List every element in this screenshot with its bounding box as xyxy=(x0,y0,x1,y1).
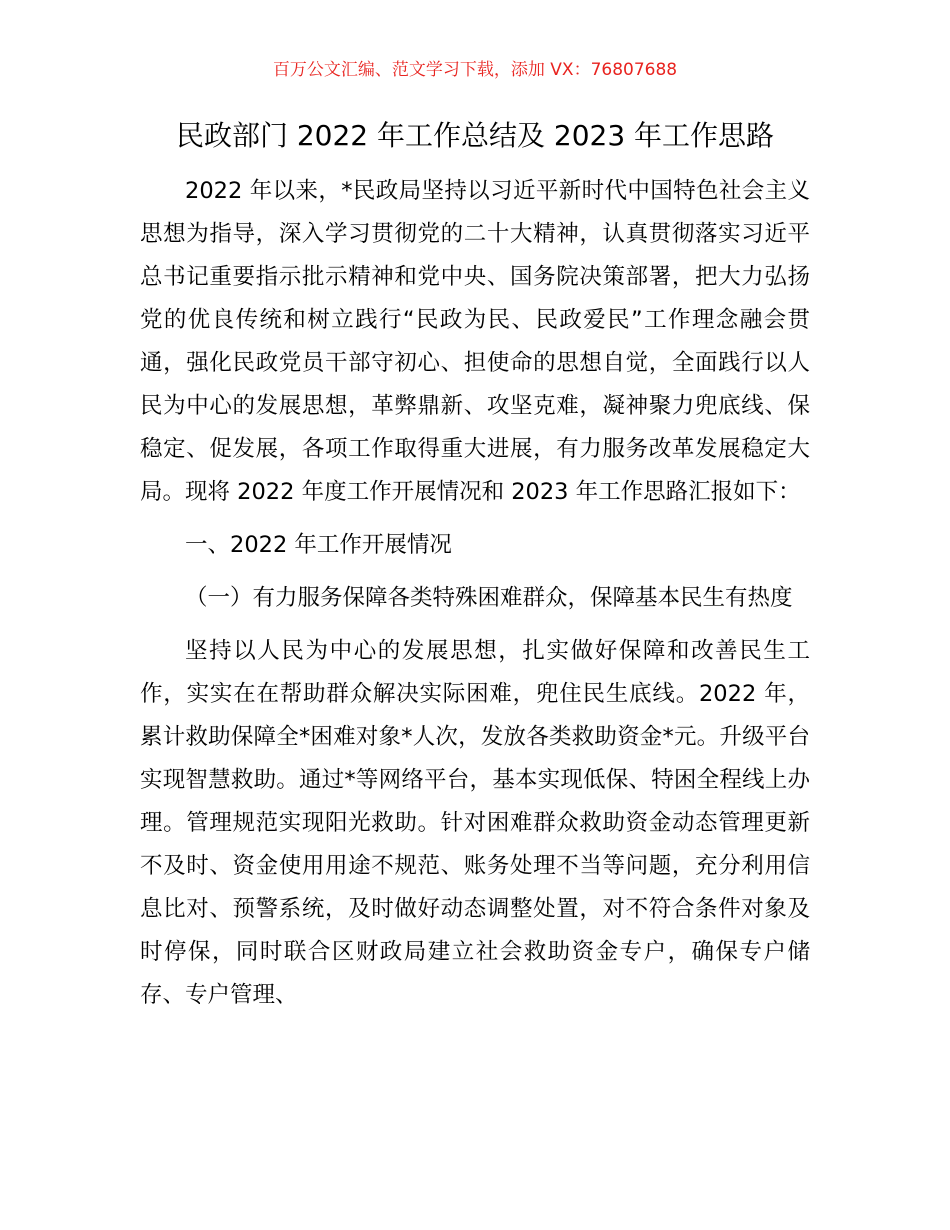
subsection-heading-1: （一）有力服务保障各类特殊困难群众，保障基本民生有热度 xyxy=(185,585,793,611)
subsection-1-paragraph: 坚持以人民为中心的发展思想，扎实做好保障和改善民生工作，实实在在帮助群众解决实际困难，兜住民生底线。2022 年，累计救助保障全*困难对象*人次，发放各类救助资金*元。升级平台实现智慧救助。通过*等网络平台，基本实现低保、特困全程线上办理。管理规范实现阳光救助。针对困难群众救助资金动态管理更新不及时、资金使用用途不规范、账务处理不当等问题，充分利用信息比对、预警系统，及时做好动态调整处置，对不符合条件对象及时停保，同时联合区财政局建立社会救助资金专户，确保专户储存、专户管理、 xyxy=(140,638,810,1008)
header-promo-text: 百万公文汇编、范文学习下载，添加 VX：76807688 xyxy=(272,60,678,80)
section-heading-1: 一、2022 年工作开展情况 xyxy=(185,532,452,558)
intro-paragraph: 2022 年以来，*民政局坚持以习近平新时代中国特色社会主义思想为指导，深入学习贯彻党的二十大精神，认真贯彻落实习近平总书记重要指示批示精神和党中央、国务院决策部署，把大力弘扬党的优良传统和树立践行“民政为民、民政爱民”工作理念融会贯通，强化民政党员干部守初心、担使命的思想自觉，全面践行以人民为中心的发展思想，革弊鼎新、攻坚克难，凝神聚力兜底线、保稳定、促发展，各项工作取得重大进展，有力服务改革发展稳定大局。现将 2022 年度工作开展情况和 2023 年工作思路汇报如下： xyxy=(140,178,810,505)
document-body xyxy=(140,170,810,1017)
document-title: 民政部门 2022 年工作总结及 2023 年工作思路 xyxy=(175,119,775,152)
